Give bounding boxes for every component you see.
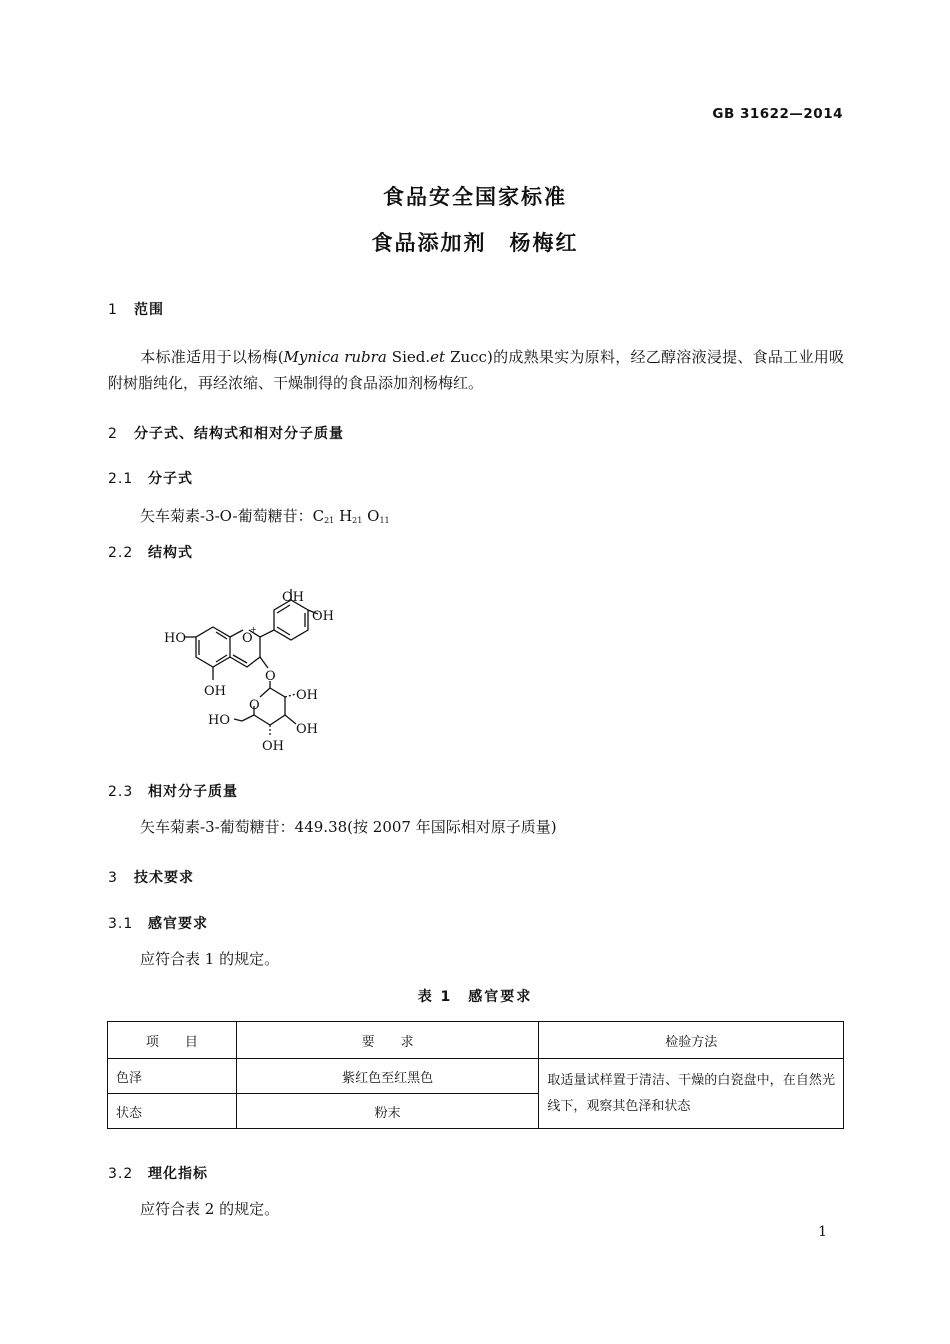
et-text: et: [430, 348, 446, 366]
para-text-mid: Sied.: [386, 348, 431, 366]
ho-label-sugar: HO: [208, 713, 230, 728]
molecular-weight: 矢车菊素-3-葡萄糖苷：449.38(按 2007 年国际相对原子质量): [140, 818, 557, 836]
page-number: 1: [818, 1224, 827, 1240]
formula-o-count: 11: [379, 516, 390, 525]
section-2-3-heading: [108, 781, 238, 801]
table-cell-requirement: 紫红色至红黑色: [236, 1059, 539, 1094]
section-2-2-heading: [108, 542, 193, 562]
standard-code: GB 31622—2014: [712, 106, 843, 122]
section-title: 技术要求: [134, 870, 194, 886]
table-1-caption: 表 1 感官要求: [417, 989, 533, 1005]
table-cell-method: 取适量试样置于清洁、干燥的白瓷盘中，在自然光线下，观察其色泽和状态: [539, 1059, 844, 1129]
section-title: 范围: [134, 302, 164, 318]
section-3-1-heading: [108, 913, 208, 933]
compound-name: 矢车菊素-3-O-葡萄糖苷：: [140, 507, 313, 525]
b-ring: [274, 600, 308, 640]
section-number: 2.1: [108, 471, 134, 487]
section-number: 2.2: [108, 545, 134, 561]
oxonium-charge: +: [250, 625, 257, 634]
glycosidic-o-label: O: [265, 669, 276, 684]
title-line-1: 食品安全国家标准: [383, 185, 567, 209]
table-row: [108, 1059, 844, 1094]
section-2-1-heading: [108, 468, 193, 488]
section-title: 感官要求: [148, 916, 208, 932]
structural-formula: [150, 585, 360, 760]
oh-label-right: OH: [312, 609, 334, 624]
section-3-heading: [108, 867, 194, 887]
section-number: 3.1: [108, 916, 134, 932]
section-title: 分子式: [148, 471, 193, 487]
formula-o: O: [367, 507, 380, 525]
section-2-heading: [108, 423, 344, 443]
section-number: 3.2: [108, 1166, 134, 1182]
section-title: 结构式: [148, 545, 193, 561]
molecular-formula: [140, 505, 390, 526]
section-3-2-heading: [108, 1163, 208, 1183]
oh-label-top: OH: [282, 590, 304, 605]
section-3-2-text: 应符合表 2 的规定。: [140, 1200, 280, 1218]
ho-label-left: HO: [164, 631, 186, 646]
oh-label-sugar-2: OH: [296, 722, 318, 737]
section-number: 2: [108, 426, 118, 442]
formula-h: H: [339, 507, 353, 525]
section-title: 相对分子质量: [148, 784, 238, 800]
table-header-method: 检验方法: [539, 1022, 844, 1059]
sugar-ring-o-label: O: [249, 698, 260, 713]
sensory-requirements-table: [107, 1021, 844, 1129]
ring-o-label: O: [242, 631, 253, 646]
table-cell-requirement: 粉末: [236, 1094, 539, 1129]
table-header-item: 项 目: [108, 1022, 237, 1059]
species-name: Mynica rubra: [283, 348, 387, 366]
table-cell-item: 色泽: [108, 1059, 237, 1094]
formula-c-count: 21: [324, 516, 335, 525]
section-1-heading: [108, 299, 164, 319]
oh-label-sugar-1: OH: [296, 688, 318, 703]
section-number: 2.3: [108, 784, 134, 800]
section-title: 理化指标: [148, 1166, 208, 1182]
oh-label-bottom: OH: [204, 684, 226, 699]
para-text-before: 本标准适用于以杨梅(: [140, 348, 284, 366]
formula-h-count: 21: [352, 516, 363, 525]
title-line-2: 食品添加剂 杨梅红: [371, 231, 579, 255]
formula-c: C: [312, 507, 325, 525]
section-3-1-text: 应符合表 1 的规定。: [140, 950, 280, 968]
section-number: 1: [108, 302, 118, 318]
table-header-row: [108, 1022, 844, 1059]
para-text-after: Zucc)的成熟果实为原料，经乙醇溶液浸提、食品工业用吸附树脂纯化，再经浓缩、干燥制得的食品添加剂杨梅红。: [108, 348, 844, 392]
section-1-paragraph: [108, 344, 844, 396]
section-number: 3: [108, 870, 118, 886]
a-ring: [196, 627, 230, 667]
oh-label-sugar-3: OH: [262, 739, 284, 754]
table-cell-item: 状态: [108, 1094, 237, 1129]
section-title: 分子式、结构式和相对分子质量: [134, 426, 344, 442]
table-header-requirement: 要 求: [236, 1022, 539, 1059]
